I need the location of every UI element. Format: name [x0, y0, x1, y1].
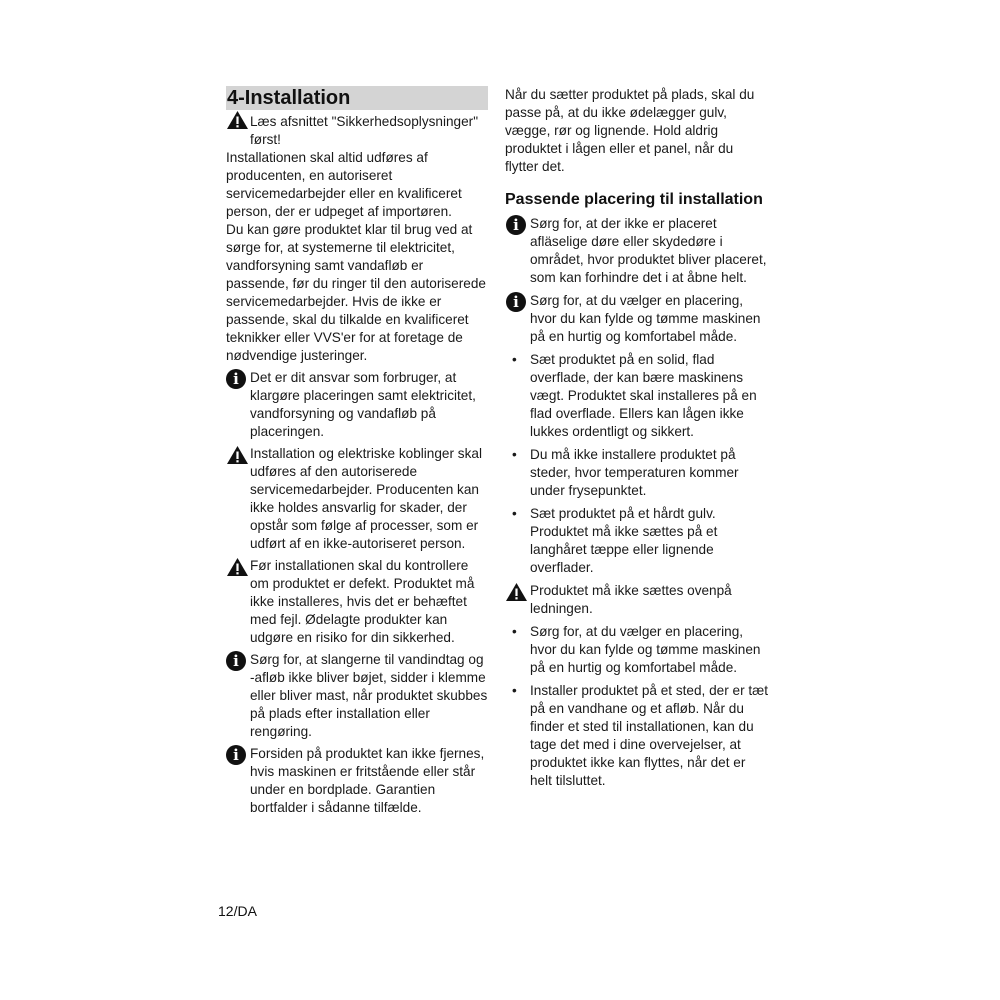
- warning-icon: [505, 582, 528, 602]
- left-column: [226, 86, 488, 817]
- warning-note-electrical: [226, 445, 488, 553]
- warning-note-text: Installation og elektriske koblinger skal udføres af den autoriserede servicemedarbejder. Producenten kan ikke holdes ansvarlig for skader, der opstår som følge af processer, som er udført af en ikke-autoriseret person.: [250, 446, 482, 551]
- placement-intro: Når du sætter produktet på plads, skal du passe på, at du ikke ødelægger gulv, vægge, rør og lignende. Hold aldrig produktet i lågen eller et panel, når du flytter det.: [505, 87, 755, 174]
- info-icon: i: [226, 651, 246, 671]
- warning-icon: [226, 557, 249, 577]
- info-note-hoses: [226, 651, 488, 741]
- info-note-location: [505, 292, 770, 346]
- info-note-text: Forsiden på produktet kan ikke fjernes, hvis maskinen er fritstående eller står under en bordplade. Garantien bortfalder i sådanne tilfælde.: [250, 746, 485, 815]
- list-item: • Sæt produktet på et hårdt gulv. Produktet må ikke sættes på et langhåret tæppe eller lignende overflader.: [505, 505, 770, 577]
- subheading: Passende placering til installation: [505, 191, 763, 208]
- placement-list-b: [505, 623, 770, 790]
- section-title: 4-Installation: [226, 86, 488, 110]
- preparation-paragraph: Du kan gøre produktet klar til brug ved at sørge for, at systemerne til elektricitet, vandforsyning samt vandafløb er passende, før du ringer til den autoriserede servicemedarbejder. Hvis de ikke er passende, skal du tilkalde en kvalificeret teknikker eller VVS'er for at foretage de nødvendige justeringer.: [226, 222, 486, 363]
- info-note-text: Sørg for, at slangerne til vandindtag og -afløb ikke bliver bøjet, sidder i klemme eller bliver mast, når produktet skubbes på plads efter installation eller rengøring.: [250, 652, 488, 739]
- info-icon: i: [226, 745, 246, 765]
- warning-note-text: Før installationen skal du kontrollere om produktet er defekt. Produktet må ikke installeres, hvis det er behæftet med fejl. Ødelagte produkter kan udgøre en risiko for din sikkerhed.: [250, 558, 475, 645]
- info-icon: i: [506, 292, 526, 312]
- warning-note-defect: [226, 557, 488, 647]
- page-number: 12/DA: [218, 903, 257, 919]
- info-note-responsibility: [226, 369, 488, 441]
- warning-note-cable: [505, 582, 770, 618]
- installation-paragraph: Installationen skal altid udføres af producenten, en autoriseret servicemedarbejder eller en kvalificeret person, der er udpeget af importøren.: [226, 150, 462, 219]
- info-note-front: [226, 745, 488, 817]
- warning-note-text: Produktet må ikke sættes ovenpå ledningen.: [530, 583, 732, 616]
- info-icon: i: [226, 369, 246, 389]
- warning-intro-text: Læs afsnittet "Sikkerhedsoplysninger" først!: [250, 114, 479, 147]
- list-item: • Installer produktet på et sted, der er tæt på en vandhane og et afløb. Når du finder et sted til installationen, kan du tage det med i dine overvejelser, at produktet ikke kan flyttes, når det er helt tilsluttet.: [505, 682, 770, 790]
- info-note-text: Sørg for, at der ikke er placeret afläselige døre eller skydedøre i området, hvor produktet bliver placeret, som kan forhindre det i at åbne helt.: [530, 216, 767, 285]
- right-column: [505, 86, 770, 790]
- placement-list-a: [505, 351, 770, 577]
- info-note-doors: [505, 215, 770, 287]
- list-item: • Du må ikke installere produktet på steder, hvor temperaturen kommer under frysepunktet.: [505, 446, 770, 500]
- list-item: • Sæt produktet på en solid, flad overflade, der kan bære maskinens vægt. Produktet skal installeres på en flad overflade. Ellers kan lågen ikke lukkes ordentligt og sikkert.: [505, 351, 770, 441]
- list-item: • Sørg for, at du vælger en placering, hvor du kan fylde og tømme maskinen på en hurtig og komfortabel måde.: [505, 623, 770, 677]
- info-note-text: Det er dit ansvar som forbruger, at klargøre placeringen samt elektricitet, vandforsyning og vandafløb på placeringen.: [250, 370, 476, 439]
- info-note-text: Sørg for, at du vælger en placering, hvor du kan fylde og tømme maskinen på en hurtig og komfortabel måde.: [530, 293, 761, 344]
- warning-icon: [226, 110, 249, 130]
- warning-icon: [226, 445, 249, 465]
- warning-intro: [226, 113, 488, 149]
- info-icon: i: [506, 215, 526, 235]
